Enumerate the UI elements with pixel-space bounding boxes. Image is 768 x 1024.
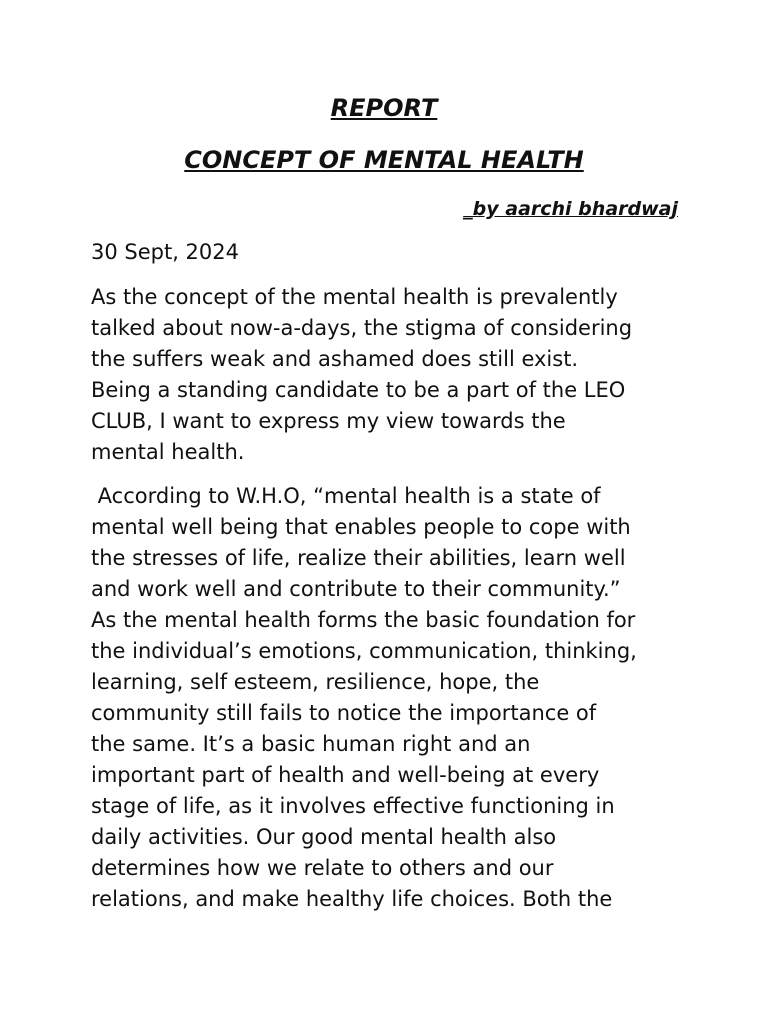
- paragraph-who-definition: [91, 481, 691, 915]
- text-line: As the mental health forms the basic foundation for: [91, 608, 636, 632]
- text-line: learning, self esteem, resilience, hope, the: [91, 670, 540, 694]
- text-line: the stresses of life, realize their abilities, learn well: [91, 546, 626, 570]
- paragraph-intro: [91, 282, 691, 468]
- text-line: stage of life, as it involves effective functioning in: [91, 794, 615, 818]
- text-line: the individual’s emotions, communication, thinking,: [91, 639, 637, 663]
- report-title: CONCEPT OF MENTAL HEALTH: [184, 146, 584, 174]
- report-date: 30 Sept, 2024: [91, 240, 240, 264]
- text-line: mental health.: [91, 440, 245, 464]
- text-line: community still fails to notice the importance of: [91, 701, 597, 725]
- text-line: According to W.H.O, “mental health is a state of: [91, 484, 601, 508]
- text-line: Being a standing candidate to be a part of the LEO: [91, 378, 626, 402]
- text-line: talked about now-a-days, the stigma of considering: [91, 316, 633, 340]
- text-line: and work well and contribute to their community.”: [91, 577, 621, 601]
- text-line: the suffers weak and ashamed does still exist.: [91, 347, 579, 371]
- text-line: relations, and make healthy life choices. Both the: [91, 887, 613, 911]
- text-line: important part of health and well-being at every: [91, 763, 600, 787]
- text-line: the same. It’s a basic human right and an: [91, 732, 531, 756]
- text-line: As the concept of the mental health is prevalently: [91, 285, 618, 309]
- text-line: daily activities. Our good mental health also: [91, 825, 557, 849]
- text-line: determines how we relate to others and our: [91, 856, 554, 880]
- report-heading: REPORT: [330, 94, 438, 122]
- author-byline: _by aarchi bhardwaj: [463, 198, 678, 220]
- text-line: mental well being that enables people to cope with: [91, 515, 631, 539]
- text-line: CLUB, I want to express my view towards the: [91, 409, 566, 433]
